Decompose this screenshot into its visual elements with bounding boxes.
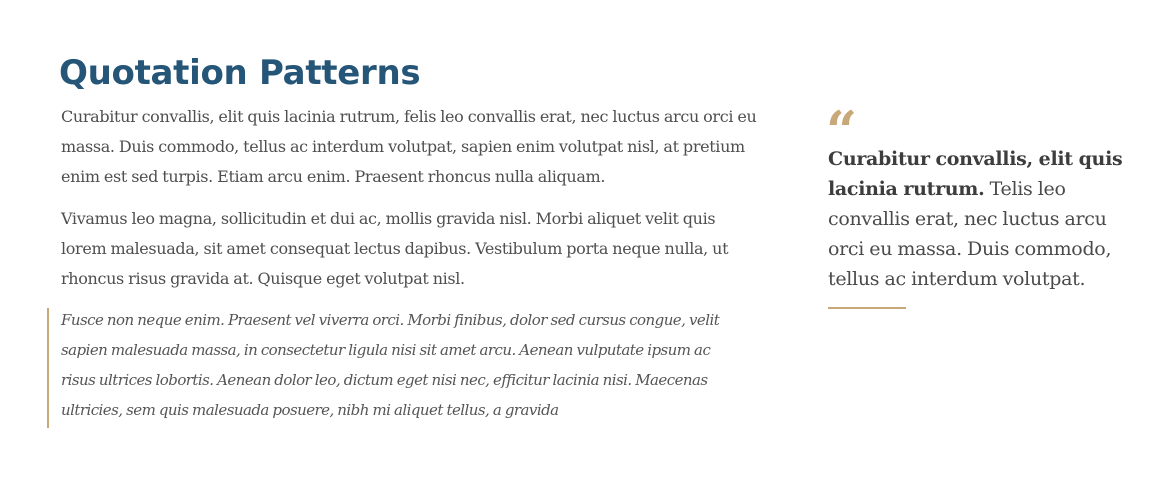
blockquote-text: Fusce non neque enim. Praesent vel viverra orci. Morbi finibus, dolor sed cursus congue, velit sapien malesuada massa, in consectetur ligula nisi sit amet arcu. Aenean vulputate ipsum ac risus ultrices lobortis. Aenean dolor leo, dictum eget nisi nec, efficitur lacinia nisi. Maecenas ultricies, sem quis malesuada posuere, nibh mi aliquet tellus, a gravida <box>61 311 720 419</box>
pull-quote-text <box>828 144 1128 294</box>
main-column <box>61 48 761 294</box>
pull-quote <box>826 99 1128 309</box>
pull-quote-lead: Curabitur convallis, elit quis lacinia rutrum. <box>828 148 1123 200</box>
blockquote <box>47 308 747 428</box>
pull-quote-divider <box>828 307 906 309</box>
quote-mark-icon: “ <box>826 99 858 163</box>
body-paragraph-1: Curabitur convallis, elit quis lacinia rutrum, felis leo convallis erat, nec luctus arcu orci eu massa. Duis commodo, tellus ac interdum volutpat, sapien enim volutpat nisl, at pretium enim est sed turpis. Etiam arcu enim. Praesent rhoncus nulla aliquam. <box>61 107 757 186</box>
pull-quote-body: Telis leo convallis erat, nec luctus arcu orci eu massa. Duis commodo, tellus ac interdum volutpat. <box>828 178 1112 290</box>
body-paragraph-2: Vivamus leo magna, sollicitudin et dui ac, mollis gravida nisl. Morbi aliquet velit quis lorem malesuada, sit amet consequat lectus dapibus. Vestibulum porta neque nulla, ut rhoncus risus gravida at. Quisque eget volutpat nisl. <box>61 209 729 288</box>
page-title: Quotation Patterns <box>59 53 421 93</box>
